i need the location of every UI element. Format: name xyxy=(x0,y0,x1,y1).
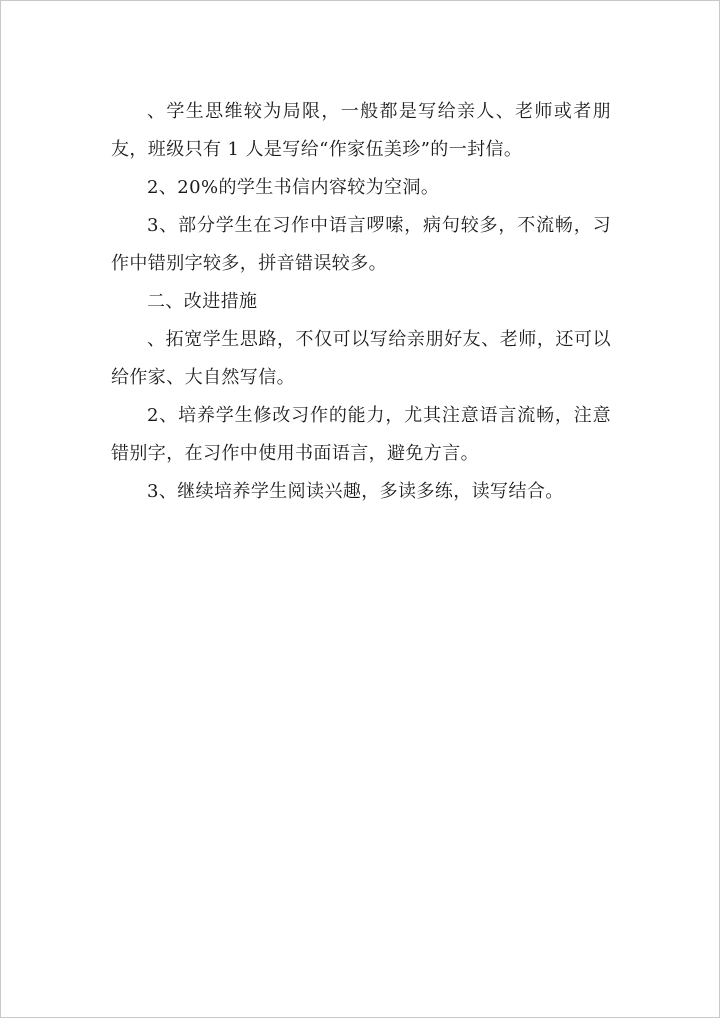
document-body xyxy=(111,93,611,511)
paragraph-problem-3: 3、部分学生在习作中语言啰嗦，病句较多，不流畅，习作中错别字较多，拼音错误较多。 xyxy=(111,215,611,274)
paragraph-measure-1: 、拓宽学生思路，不仅可以写给亲朋好友、老师，还可以给作家、大自然写信。 xyxy=(111,329,611,388)
section-heading-improvement: 二、改进措施 xyxy=(147,291,258,312)
paragraph-problem-2: 2、20%的学生书信内容较为空洞。 xyxy=(147,177,440,198)
paragraph-measure-2: 2、培养学生修改习作的能力，尤其注意语言流畅，注意错别字，在习作中使用书面语言，避免方言。 xyxy=(111,405,611,464)
paragraph-measure-3: 3、继续培养学生阅读兴趣，多读多练，读写结合。 xyxy=(147,481,564,502)
paragraph-problem-1: 、学生思维较为局限，一般都是写给亲人、老师或者朋友，班级只有 1 人是写给“作家伍美珍”的一封信。 xyxy=(111,101,611,160)
